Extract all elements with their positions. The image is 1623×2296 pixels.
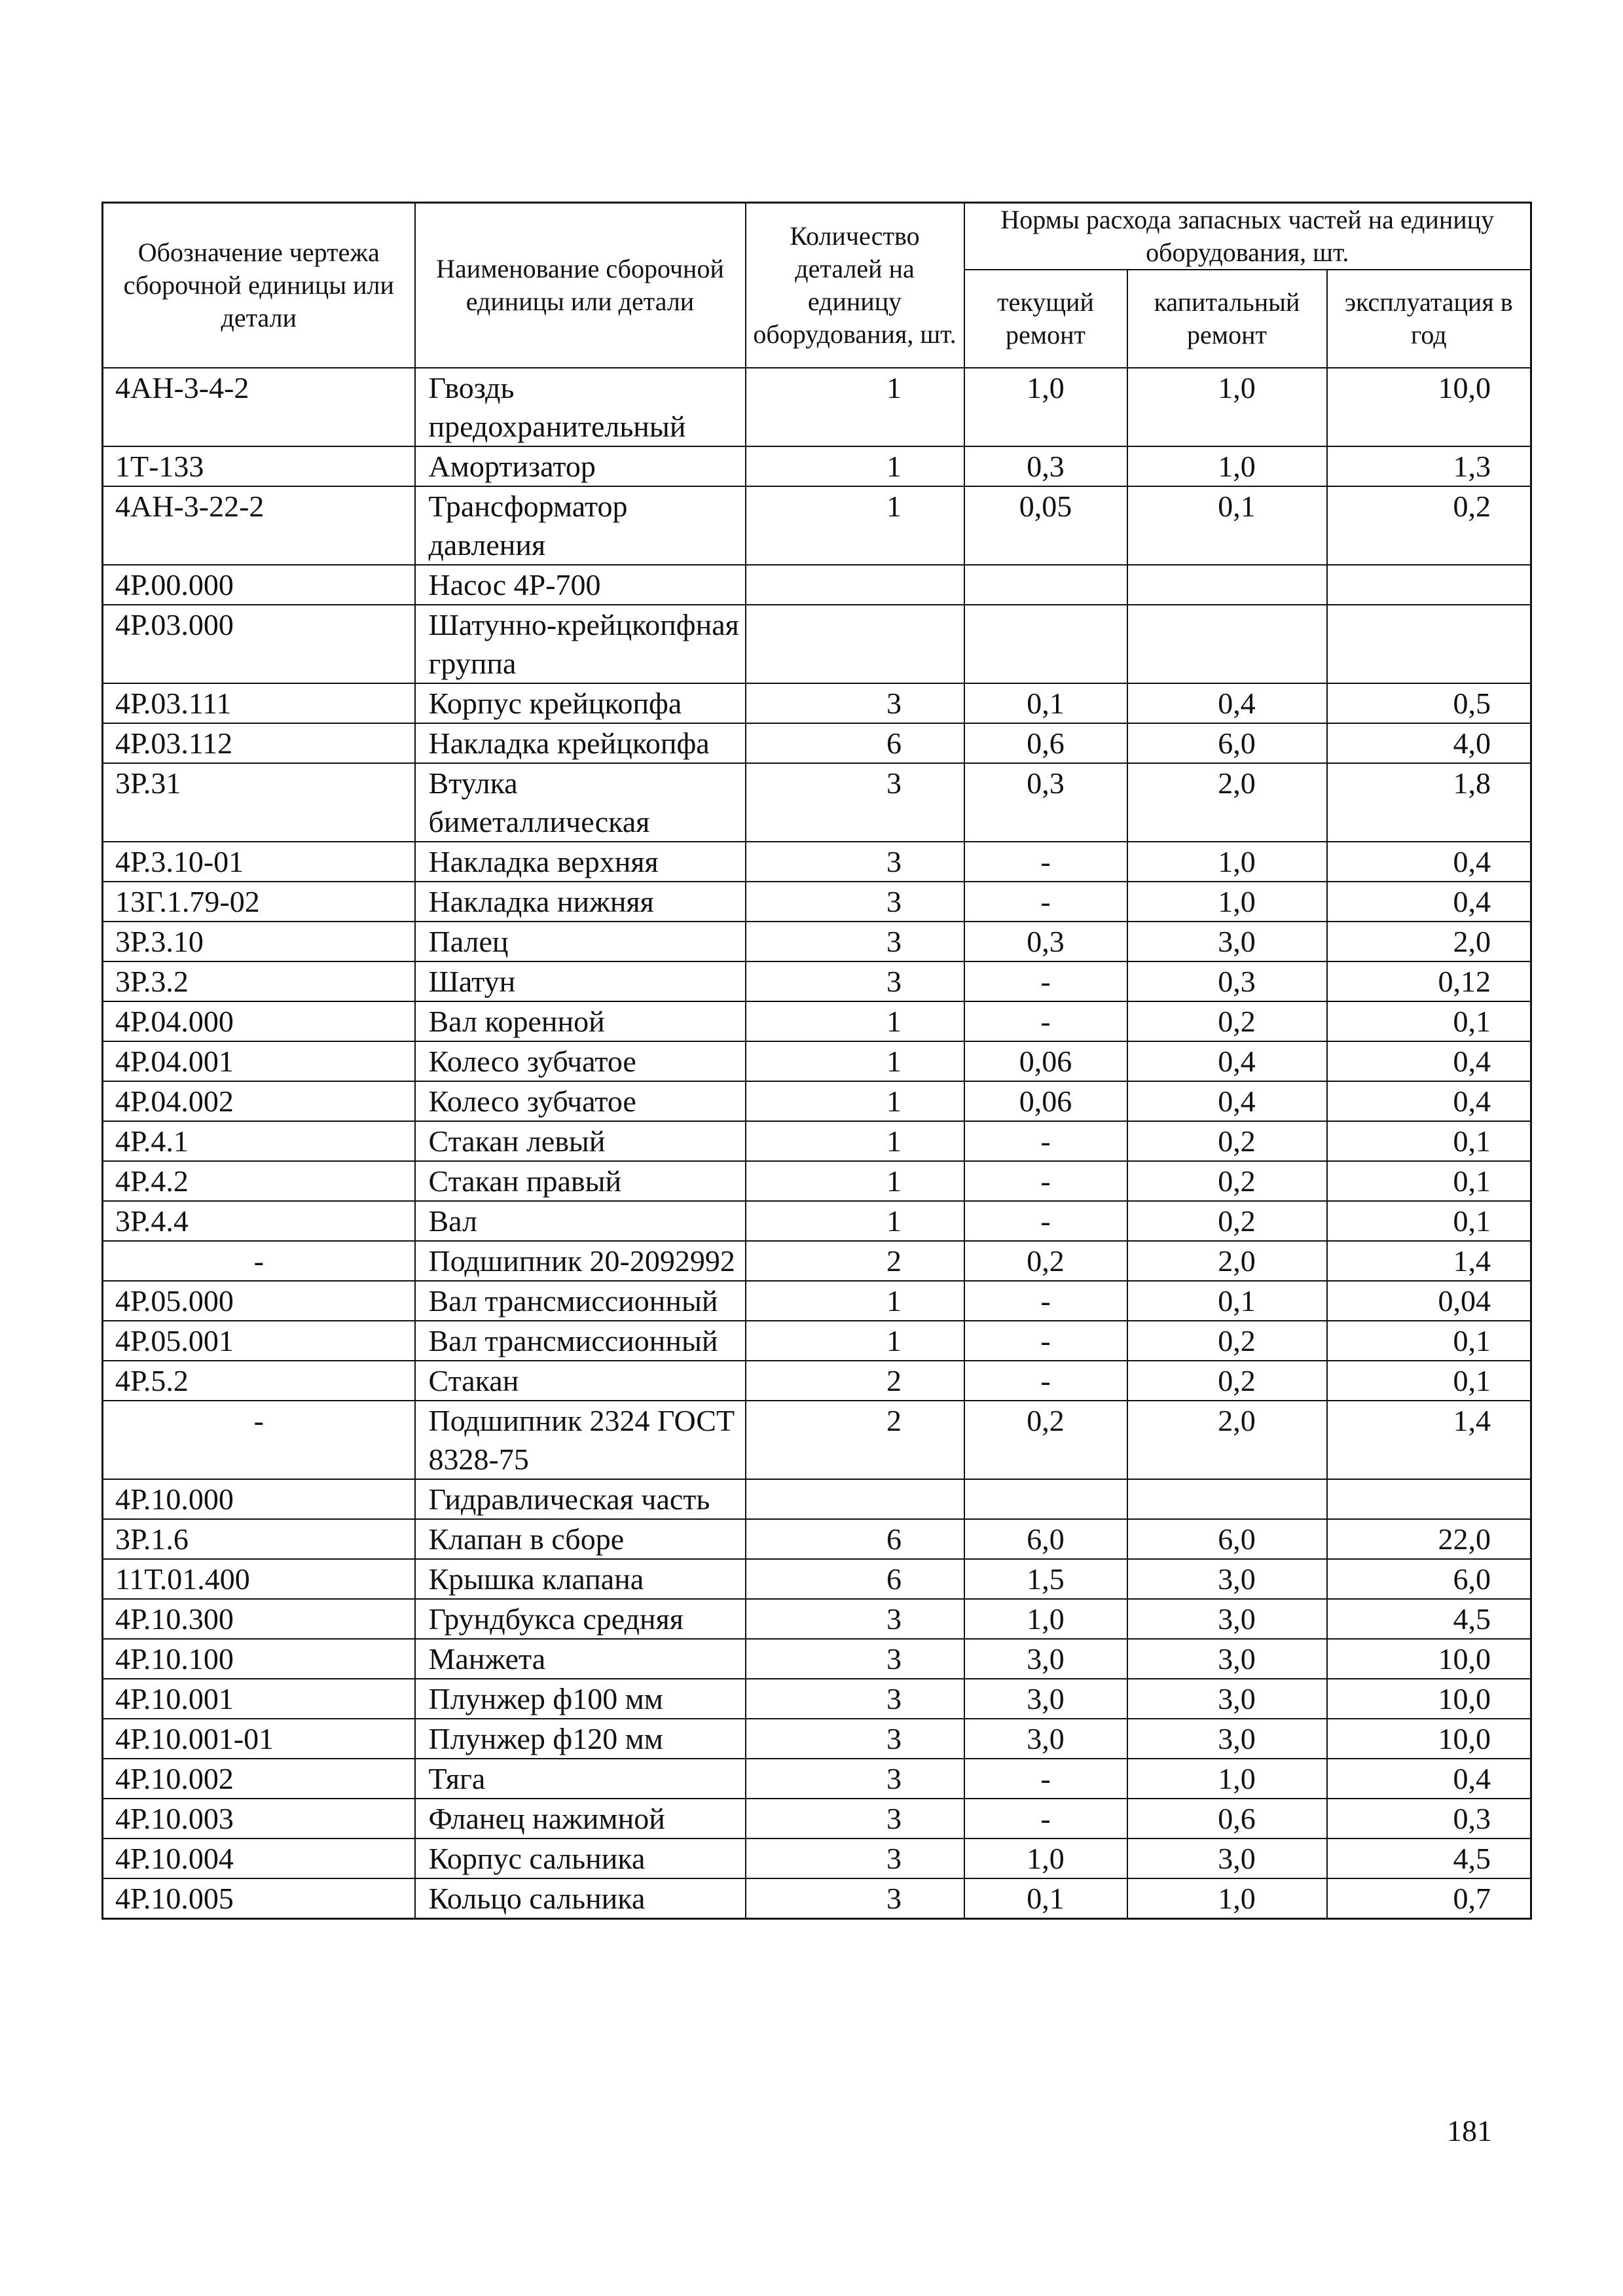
cell-item-name: Корпус сальника bbox=[415, 1839, 746, 1878]
cell-capital-repair: 0,2 bbox=[1127, 1121, 1327, 1161]
cell-quantity: 3 bbox=[746, 922, 964, 961]
cell-item-name: Клапан в сборе bbox=[415, 1519, 746, 1559]
cell-current-repair: - bbox=[964, 1121, 1127, 1161]
cell-operation-per-year: 0,1 bbox=[1327, 1121, 1531, 1161]
cell-drawing-code: 11Т.01.400 bbox=[103, 1559, 415, 1599]
cell-drawing-code: 4Р.10.002 bbox=[103, 1759, 415, 1799]
cell-operation-per-year: 1,4 bbox=[1327, 1241, 1531, 1281]
cell-drawing-code: 4Р.4.1 bbox=[103, 1121, 415, 1161]
spare-parts-table bbox=[101, 202, 1532, 1920]
cell-quantity: 3 bbox=[746, 1878, 964, 1919]
table-row bbox=[103, 446, 1531, 486]
cell-quantity: 2 bbox=[746, 1401, 964, 1479]
table-row bbox=[103, 1719, 1531, 1759]
table-row bbox=[103, 1401, 1531, 1479]
cell-operation-per-year: 0,4 bbox=[1327, 842, 1531, 882]
cell-capital-repair bbox=[1127, 565, 1327, 605]
cell-capital-repair: 1,0 bbox=[1127, 1759, 1327, 1799]
table-row bbox=[103, 1839, 1531, 1878]
cell-current-repair: 1,0 bbox=[964, 1839, 1127, 1878]
cell-current-repair: 0,06 bbox=[964, 1081, 1127, 1121]
cell-operation-per-year: 0,1 bbox=[1327, 1201, 1531, 1241]
cell-quantity: 3 bbox=[746, 882, 964, 922]
cell-capital-repair: 2,0 bbox=[1127, 1401, 1327, 1479]
page-number: 181 bbox=[1447, 2114, 1492, 2147]
cell-item-name: Стакан правый bbox=[415, 1161, 746, 1201]
cell-item-name: Трансформатор давления bbox=[415, 486, 746, 565]
cell-current-repair: - bbox=[964, 1759, 1127, 1799]
cell-operation-per-year: 1,4 bbox=[1327, 1401, 1531, 1479]
table-row bbox=[103, 1878, 1531, 1919]
cell-capital-repair: 0,2 bbox=[1127, 1001, 1327, 1041]
cell-drawing-code: 13Г.1.79-02 bbox=[103, 882, 415, 922]
cell-capital-repair: 1,0 bbox=[1127, 1878, 1327, 1919]
cell-current-repair: 1,0 bbox=[964, 1599, 1127, 1639]
cell-drawing-code: 4Р.04.000 bbox=[103, 1001, 415, 1041]
cell-operation-per-year: 2,0 bbox=[1327, 922, 1531, 961]
cell-operation-per-year bbox=[1327, 605, 1531, 683]
cell-capital-repair: 3,0 bbox=[1127, 1719, 1327, 1759]
cell-drawing-code: - bbox=[103, 1401, 415, 1479]
cell-operation-per-year: 0,3 bbox=[1327, 1799, 1531, 1839]
table-row bbox=[103, 1041, 1531, 1081]
table-row bbox=[103, 683, 1531, 723]
table-row bbox=[103, 368, 1531, 446]
cell-current-repair: - bbox=[964, 842, 1127, 882]
cell-item-name: Плунжер ф120 мм bbox=[415, 1719, 746, 1759]
cell-capital-repair: 0,2 bbox=[1127, 1201, 1327, 1241]
cell-capital-repair: 0,4 bbox=[1127, 683, 1327, 723]
cell-item-name: Стакан bbox=[415, 1361, 746, 1401]
cell-current-repair: 3,0 bbox=[964, 1679, 1127, 1719]
cell-drawing-code: 3Р.3.10 bbox=[103, 922, 415, 961]
cell-item-name: Подшипник 2324 ГОСТ 8328-75 bbox=[415, 1401, 746, 1479]
cell-operation-per-year: 10,0 bbox=[1327, 1679, 1531, 1719]
cell-capital-repair: 6,0 bbox=[1127, 723, 1327, 763]
cell-operation-per-year: 4,0 bbox=[1327, 723, 1531, 763]
cell-capital-repair: 0,1 bbox=[1127, 486, 1327, 565]
cell-current-repair: 0,1 bbox=[964, 683, 1127, 723]
cell-operation-per-year: 0,1 bbox=[1327, 1161, 1531, 1201]
cell-capital-repair: 3,0 bbox=[1127, 1839, 1327, 1878]
cell-current-repair: - bbox=[964, 1161, 1127, 1201]
cell-quantity bbox=[746, 605, 964, 683]
table-row bbox=[103, 605, 1531, 683]
cell-drawing-code: 1Т-133 bbox=[103, 446, 415, 486]
cell-drawing-code: 4Р.00.000 bbox=[103, 565, 415, 605]
table-row bbox=[103, 1121, 1531, 1161]
cell-current-repair: 0,1 bbox=[964, 1878, 1127, 1919]
table-row bbox=[103, 1519, 1531, 1559]
cell-current-repair: 0,05 bbox=[964, 486, 1127, 565]
cell-item-name: Крышка клапана bbox=[415, 1559, 746, 1599]
table-row bbox=[103, 1281, 1531, 1321]
cell-capital-repair: 0,6 bbox=[1127, 1799, 1327, 1839]
cell-quantity: 1 bbox=[746, 1201, 964, 1241]
cell-quantity: 2 bbox=[746, 1361, 964, 1401]
cell-current-repair: 3,0 bbox=[964, 1639, 1127, 1679]
cell-drawing-code: 4Р.04.001 bbox=[103, 1041, 415, 1081]
cell-item-name: Вал bbox=[415, 1201, 746, 1241]
cell-current-repair: 0,2 bbox=[964, 1241, 1127, 1281]
table-row bbox=[103, 565, 1531, 605]
cell-item-name: Корпус крейцкопфа bbox=[415, 683, 746, 723]
cell-drawing-code: 3Р.1.6 bbox=[103, 1519, 415, 1559]
table-row bbox=[103, 922, 1531, 961]
header-item-name: Наименование сборочной единицы или детали bbox=[415, 203, 746, 368]
cell-drawing-code: 4Р.05.001 bbox=[103, 1321, 415, 1361]
table-header bbox=[103, 203, 1531, 368]
cell-operation-per-year: 0,1 bbox=[1327, 1361, 1531, 1401]
cell-current-repair bbox=[964, 1479, 1127, 1519]
table-row bbox=[103, 1759, 1531, 1799]
cell-item-name: Накладка верхняя bbox=[415, 842, 746, 882]
table-row bbox=[103, 882, 1531, 922]
cell-capital-repair: 2,0 bbox=[1127, 763, 1327, 842]
cell-item-name: Грундбукса средняя bbox=[415, 1599, 746, 1639]
cell-item-name: Гидравлическая часть bbox=[415, 1479, 746, 1519]
cell-current-repair: 0,3 bbox=[964, 922, 1127, 961]
cell-capital-repair: 0,4 bbox=[1127, 1081, 1327, 1121]
cell-item-name: Накладка нижняя bbox=[415, 882, 746, 922]
cell-quantity: 3 bbox=[746, 763, 964, 842]
cell-capital-repair: 0,4 bbox=[1127, 1041, 1327, 1081]
cell-operation-per-year: 0,7 bbox=[1327, 1878, 1531, 1919]
cell-operation-per-year: 1,8 bbox=[1327, 763, 1531, 842]
cell-drawing-code: 3Р.4.4 bbox=[103, 1201, 415, 1241]
cell-drawing-code: 4Р.4.2 bbox=[103, 1161, 415, 1201]
table-row bbox=[103, 763, 1531, 842]
cell-item-name: Вал трансмиссионный bbox=[415, 1321, 746, 1361]
cell-current-repair: 3,0 bbox=[964, 1719, 1127, 1759]
cell-capital-repair: 0,1 bbox=[1127, 1281, 1327, 1321]
table-row bbox=[103, 486, 1531, 565]
cell-current-repair: 0,06 bbox=[964, 1041, 1127, 1081]
cell-quantity: 1 bbox=[746, 1281, 964, 1321]
table-row bbox=[103, 1321, 1531, 1361]
cell-item-name: Накладка крейцкопфа bbox=[415, 723, 746, 763]
cell-drawing-code: 4АН-3-22-2 bbox=[103, 486, 415, 565]
cell-item-name: Вал коренной bbox=[415, 1001, 746, 1041]
cell-drawing-code: 4Р.3.10-01 bbox=[103, 842, 415, 882]
cell-quantity: 3 bbox=[746, 1719, 964, 1759]
cell-drawing-code: 4Р.03.111 bbox=[103, 683, 415, 723]
cell-quantity: 1 bbox=[746, 1001, 964, 1041]
cell-current-repair: 1,5 bbox=[964, 1559, 1127, 1599]
cell-quantity: 3 bbox=[746, 842, 964, 882]
cell-operation-per-year: 10,0 bbox=[1327, 368, 1531, 446]
cell-item-name: Плунжер ф100 мм bbox=[415, 1679, 746, 1719]
table-row bbox=[103, 723, 1531, 763]
cell-current-repair bbox=[964, 565, 1127, 605]
cell-operation-per-year: 0,1 bbox=[1327, 1001, 1531, 1041]
cell-current-repair: - bbox=[964, 1281, 1127, 1321]
table-row bbox=[103, 842, 1531, 882]
cell-quantity bbox=[746, 1479, 964, 1519]
cell-item-name: Колесо зубчатое bbox=[415, 1041, 746, 1081]
cell-operation-per-year: 0,1 bbox=[1327, 1321, 1531, 1361]
cell-current-repair: - bbox=[964, 1799, 1127, 1839]
cell-quantity: 3 bbox=[746, 1679, 964, 1719]
table-row bbox=[103, 1161, 1531, 1201]
cell-drawing-code: 4Р.10.100 bbox=[103, 1639, 415, 1679]
cell-operation-per-year: 10,0 bbox=[1327, 1719, 1531, 1759]
cell-current-repair bbox=[964, 605, 1127, 683]
cell-current-repair: - bbox=[964, 882, 1127, 922]
cell-item-name: Шатун bbox=[415, 961, 746, 1001]
cell-item-name: Палец bbox=[415, 922, 746, 961]
cell-capital-repair: 1,0 bbox=[1127, 842, 1327, 882]
cell-quantity: 3 bbox=[746, 1639, 964, 1679]
table-row bbox=[103, 1599, 1531, 1639]
cell-item-name: Втулка биметаллическая bbox=[415, 763, 746, 842]
cell-operation-per-year: 0,4 bbox=[1327, 882, 1531, 922]
cell-capital-repair: 3,0 bbox=[1127, 1679, 1327, 1719]
cell-drawing-code: 4Р.03.000 bbox=[103, 605, 415, 683]
cell-drawing-code: 4Р.10.003 bbox=[103, 1799, 415, 1839]
cell-operation-per-year bbox=[1327, 1479, 1531, 1519]
cell-capital-repair: 1,0 bbox=[1127, 882, 1327, 922]
table-body bbox=[103, 368, 1531, 1919]
table-row bbox=[103, 1201, 1531, 1241]
cell-operation-per-year: 0,4 bbox=[1327, 1041, 1531, 1081]
header-current-repair: текущий ремонт bbox=[964, 270, 1127, 368]
cell-item-name: Колесо зубчатое bbox=[415, 1081, 746, 1121]
cell-operation-per-year: 1,3 bbox=[1327, 446, 1531, 486]
cell-operation-per-year: 0,5 bbox=[1327, 683, 1531, 723]
cell-capital-repair: 1,0 bbox=[1127, 368, 1327, 446]
cell-capital-repair: 3,0 bbox=[1127, 1639, 1327, 1679]
cell-quantity: 1 bbox=[746, 486, 964, 565]
cell-quantity: 1 bbox=[746, 1081, 964, 1121]
cell-current-repair: 0,3 bbox=[964, 446, 1127, 486]
table-row bbox=[103, 1639, 1531, 1679]
header-capital-repair: капитальный ремонт bbox=[1127, 270, 1327, 368]
cell-item-name: Стакан левый bbox=[415, 1121, 746, 1161]
table-row bbox=[103, 1241, 1531, 1281]
cell-operation-per-year: 4,5 bbox=[1327, 1839, 1531, 1878]
cell-drawing-code: 4Р.10.300 bbox=[103, 1599, 415, 1639]
header-operation-per-year: эксплуатация в год bbox=[1327, 270, 1531, 368]
cell-item-name: Насос 4Р-700 bbox=[415, 565, 746, 605]
cell-capital-repair: 1,0 bbox=[1127, 446, 1327, 486]
cell-drawing-code: 4Р.5.2 bbox=[103, 1361, 415, 1401]
cell-drawing-code: 4Р.10.000 bbox=[103, 1479, 415, 1519]
cell-item-name: Шатунно-крейцкопфная группа bbox=[415, 605, 746, 683]
cell-capital-repair bbox=[1127, 1479, 1327, 1519]
cell-capital-repair: 0,2 bbox=[1127, 1361, 1327, 1401]
cell-capital-repair: 0,2 bbox=[1127, 1321, 1327, 1361]
table-row bbox=[103, 1001, 1531, 1041]
table-row bbox=[103, 1679, 1531, 1719]
cell-quantity: 1 bbox=[746, 1121, 964, 1161]
cell-item-name: Тяга bbox=[415, 1759, 746, 1799]
cell-current-repair: - bbox=[964, 1361, 1127, 1401]
cell-current-repair: - bbox=[964, 961, 1127, 1001]
cell-quantity: 6 bbox=[746, 1559, 964, 1599]
cell-drawing-code: 4Р.04.002 bbox=[103, 1081, 415, 1121]
cell-current-repair: 1,0 bbox=[964, 368, 1127, 446]
cell-operation-per-year: 10,0 bbox=[1327, 1639, 1531, 1679]
cell-current-repair: 6,0 bbox=[964, 1519, 1127, 1559]
cell-operation-per-year: 0,2 bbox=[1327, 486, 1531, 565]
cell-drawing-code: 3Р.31 bbox=[103, 763, 415, 842]
table-row bbox=[103, 961, 1531, 1001]
cell-quantity: 1 bbox=[746, 368, 964, 446]
cell-current-repair: 0,3 bbox=[964, 763, 1127, 842]
cell-drawing-code: 4Р.03.112 bbox=[103, 723, 415, 763]
cell-operation-per-year: 22,0 bbox=[1327, 1519, 1531, 1559]
cell-drawing-code: 3Р.3.2 bbox=[103, 961, 415, 1001]
cell-item-name: Кольцо сальника bbox=[415, 1878, 746, 1919]
cell-drawing-code: 4Р.10.001 bbox=[103, 1679, 415, 1719]
cell-capital-repair: 6,0 bbox=[1127, 1519, 1327, 1559]
cell-operation-per-year: 0,4 bbox=[1327, 1759, 1531, 1799]
cell-operation-per-year: 4,5 bbox=[1327, 1599, 1531, 1639]
cell-capital-repair: 3,0 bbox=[1127, 922, 1327, 961]
cell-operation-per-year: 6,0 bbox=[1327, 1559, 1531, 1599]
header-drawing-code: Обозначение чертежа сборочной единицы или детали bbox=[103, 203, 415, 368]
cell-quantity: 1 bbox=[746, 1161, 964, 1201]
cell-drawing-code: 4Р.05.000 bbox=[103, 1281, 415, 1321]
header-consumption-norms: Нормы расхода запасных частей на единицу оборудования, шт. bbox=[964, 203, 1531, 270]
cell-item-name: Манжета bbox=[415, 1639, 746, 1679]
cell-drawing-code: 4Р.10.004 bbox=[103, 1839, 415, 1878]
cell-current-repair: - bbox=[964, 1321, 1127, 1361]
table-row bbox=[103, 1479, 1531, 1519]
cell-operation-per-year: 0,12 bbox=[1327, 961, 1531, 1001]
cell-item-name: Амортизатор bbox=[415, 446, 746, 486]
cell-capital-repair: 0,3 bbox=[1127, 961, 1327, 1001]
cell-capital-repair bbox=[1127, 605, 1327, 683]
cell-quantity bbox=[746, 565, 964, 605]
cell-operation-per-year bbox=[1327, 565, 1531, 605]
cell-item-name: Вал трансмиссионный bbox=[415, 1281, 746, 1321]
cell-capital-repair: 0,2 bbox=[1127, 1161, 1327, 1201]
cell-quantity: 2 bbox=[746, 1241, 964, 1281]
cell-drawing-code: 4АН-3-4-2 bbox=[103, 368, 415, 446]
cell-current-repair: 0,2 bbox=[964, 1401, 1127, 1479]
cell-item-name: Фланец нажимной bbox=[415, 1799, 746, 1839]
cell-current-repair: 0,6 bbox=[964, 723, 1127, 763]
cell-quantity: 3 bbox=[746, 1799, 964, 1839]
cell-drawing-code: - bbox=[103, 1241, 415, 1281]
cell-quantity: 6 bbox=[746, 1519, 964, 1559]
cell-current-repair: - bbox=[964, 1201, 1127, 1241]
cell-operation-per-year: 0,04 bbox=[1327, 1281, 1531, 1321]
cell-quantity: 1 bbox=[746, 1321, 964, 1361]
cell-capital-repair: 2,0 bbox=[1127, 1241, 1327, 1281]
table-row bbox=[103, 1799, 1531, 1839]
cell-drawing-code: 4Р.10.001-01 bbox=[103, 1719, 415, 1759]
cell-drawing-code: 4Р.10.005 bbox=[103, 1878, 415, 1919]
cell-operation-per-year: 0,4 bbox=[1327, 1081, 1531, 1121]
table-row bbox=[103, 1361, 1531, 1401]
cell-quantity: 6 bbox=[746, 723, 964, 763]
cell-item-name: Подшипник 20-2092992 bbox=[415, 1241, 746, 1281]
table-row bbox=[103, 1559, 1531, 1599]
cell-quantity: 3 bbox=[746, 1759, 964, 1799]
cell-quantity: 3 bbox=[746, 683, 964, 723]
table-row bbox=[103, 1081, 1531, 1121]
cell-quantity: 3 bbox=[746, 1599, 964, 1639]
cell-quantity: 3 bbox=[746, 961, 964, 1001]
cell-capital-repair: 3,0 bbox=[1127, 1599, 1327, 1639]
cell-quantity: 1 bbox=[746, 1041, 964, 1081]
cell-quantity: 1 bbox=[746, 446, 964, 486]
cell-current-repair: - bbox=[964, 1001, 1127, 1041]
cell-capital-repair: 3,0 bbox=[1127, 1559, 1327, 1599]
cell-quantity: 3 bbox=[746, 1839, 964, 1878]
cell-item-name: Гвоздь предохранительный bbox=[415, 368, 746, 446]
header-quantity: Количество деталей на единицу оборудования, шт. bbox=[746, 203, 964, 368]
